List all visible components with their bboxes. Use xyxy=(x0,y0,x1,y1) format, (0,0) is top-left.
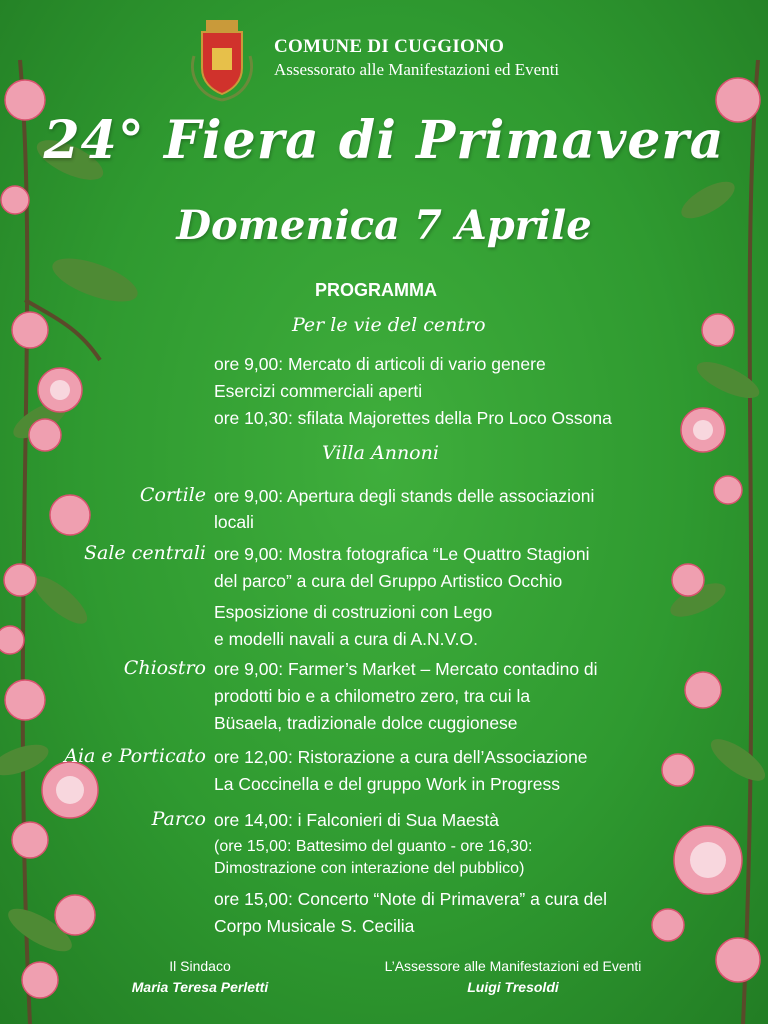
program-line: del parco” a cura del Gruppo Artistico Occhio xyxy=(214,571,563,591)
location-label-parco: Parco xyxy=(151,808,206,830)
municipality-name: COMUNE DI CUGGIONO xyxy=(274,36,505,57)
location-label-cortile: Cortile xyxy=(139,484,206,506)
program-line: Corpo Musicale S. Cecilia xyxy=(214,916,415,936)
program-line: Dimostrazione con interazione del pubblico) xyxy=(214,860,525,877)
program-line: ore 9,00: Apertura degli stands delle associazioni xyxy=(214,486,595,506)
municipal-crest-logo xyxy=(182,16,262,104)
section-heading-centro: Per le vie del centro xyxy=(292,314,486,336)
assessore-title: L’Assessore alle Manifestazioni ed Eventi xyxy=(384,958,642,974)
location-label-sale: Sale centrali xyxy=(83,542,206,564)
program-line: ore 14,00: i Falconieri di Sua Maestà xyxy=(214,810,500,830)
sindaco-title: Il Sindaco xyxy=(169,958,231,974)
program-line: La Coccinella e del gruppo Work in Progress xyxy=(214,774,560,794)
program-line: ore 15,00: Concerto “Note di Primavera” a cura del xyxy=(214,889,607,909)
program-line: (ore 15,00: Battesimo del guanto - ore 16,30: xyxy=(214,838,533,855)
program-line: locali xyxy=(214,512,254,532)
program-line: Esercizi commerciali aperti xyxy=(214,381,423,401)
event-date: Domenica 7 Aprile xyxy=(176,202,592,249)
program-line: e modelli navali a cura di A.N.V.O. xyxy=(214,629,478,649)
sindaco-name: Maria Teresa Perletti xyxy=(131,979,269,995)
program-line: ore 9,00: Farmer’s Market – Mercato contadino di xyxy=(214,659,598,679)
program-line: Büsaela, tradizionale dolce cuggionese xyxy=(214,713,518,733)
program-line: ore 10,30: sfilata Majorettes della Pro Loco Ossona xyxy=(214,408,612,428)
program-line: Esposizione di costruzioni con Lego xyxy=(214,602,493,622)
program-line: ore 9,00: Mercato di articoli di vario genere xyxy=(214,354,546,374)
program-line: ore 9,00: Mostra fotografica “Le Quattro Stagioni xyxy=(214,544,590,564)
program-line: prodotti bio e a chilometro zero, tra cui la xyxy=(214,686,531,706)
program-heading: PROGRAMMA xyxy=(315,280,437,300)
location-label-chiostro: Chiostro xyxy=(123,657,206,679)
section-heading-villa: Villa Annoni xyxy=(322,442,439,464)
location-label-aia: Aia e Porticato xyxy=(64,745,206,767)
event-title: 24° Fiera di Primavera xyxy=(43,110,725,171)
assessore-name: Luigi Tresoldi xyxy=(467,979,559,995)
department-name: Assessorato alle Manifestazioni ed Eventi xyxy=(274,60,560,79)
program-line: ore 12,00: Ristorazione a cura dell’Associazione xyxy=(214,747,588,767)
